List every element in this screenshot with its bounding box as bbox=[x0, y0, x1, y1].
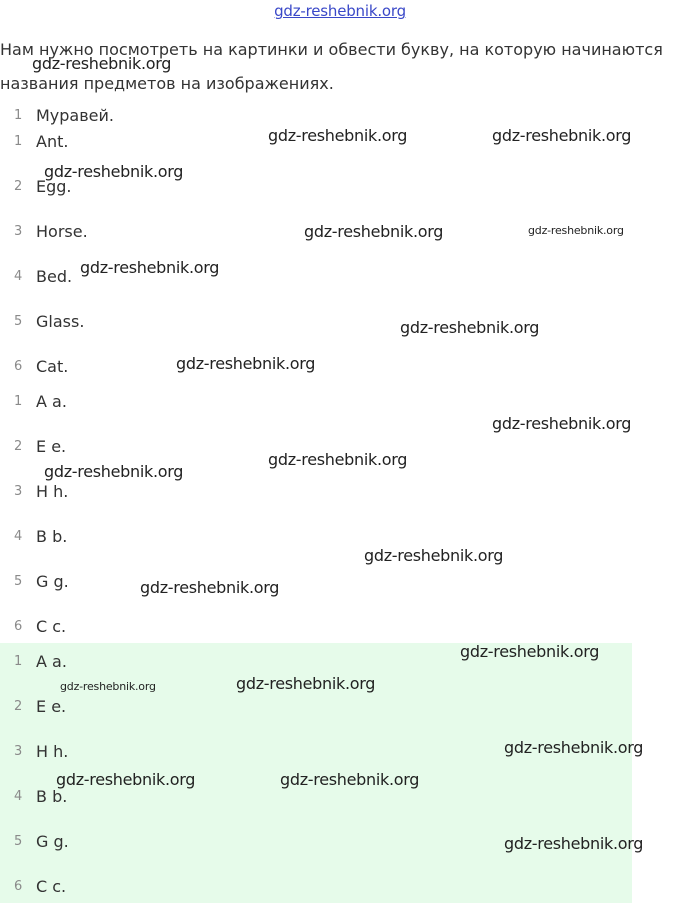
watermark: gdz-reshebnik.org bbox=[268, 126, 408, 145]
item-text: E e. bbox=[36, 696, 67, 716]
list-item bbox=[0, 130, 68, 152]
item-text: G g. bbox=[36, 571, 69, 591]
watermark: gdz-reshebnik.org bbox=[492, 414, 632, 433]
item-text: Ant. bbox=[36, 131, 69, 151]
watermark: gdz-reshebnik.org bbox=[236, 674, 376, 693]
item-text: A a. bbox=[36, 651, 67, 671]
list-item bbox=[0, 355, 68, 377]
item-number: 2 bbox=[14, 438, 23, 454]
item-text: Egg. bbox=[36, 176, 72, 196]
item-number: 1 bbox=[14, 107, 23, 123]
list-item bbox=[0, 875, 66, 897]
watermark: gdz-reshebnik.org bbox=[56, 770, 196, 789]
item-number: 4 bbox=[14, 268, 23, 284]
item-number: 1 bbox=[14, 133, 23, 149]
item-text: C c. bbox=[36, 616, 67, 636]
watermark: gdz-reshebnik.org bbox=[364, 546, 504, 565]
item-number: 5 bbox=[14, 833, 23, 849]
item-number: 6 bbox=[14, 618, 23, 634]
watermark: gdz-reshebnik.org bbox=[44, 162, 184, 181]
list-item bbox=[0, 525, 67, 547]
item-number: 1 bbox=[14, 653, 23, 669]
site-header-link[interactable]: gdz-reshebnik.org bbox=[274, 2, 406, 20]
watermark: gdz-reshebnik.org bbox=[504, 738, 644, 757]
item-text: B b. bbox=[36, 786, 68, 806]
list-item bbox=[0, 265, 72, 287]
list-item bbox=[0, 435, 66, 457]
watermark: gdz-reshebnik.org bbox=[460, 642, 600, 661]
item-number: 3 bbox=[14, 483, 23, 499]
list-item bbox=[0, 615, 66, 637]
item-number: 4 bbox=[14, 788, 23, 804]
item-text: B b. bbox=[36, 526, 68, 546]
item-number: 2 bbox=[14, 178, 23, 194]
watermark: gdz-reshebnik.org bbox=[44, 462, 184, 481]
item-text: H h. bbox=[36, 741, 69, 761]
item-number: 4 bbox=[14, 528, 23, 544]
list-item bbox=[0, 740, 68, 762]
watermark: gdz-reshebnik.org bbox=[504, 834, 644, 853]
item-number: 1 bbox=[14, 393, 23, 409]
item-number: 3 bbox=[14, 223, 23, 239]
item-text: E e. bbox=[36, 436, 67, 456]
list-item bbox=[0, 830, 69, 852]
watermark: gdz-reshebnik.org bbox=[60, 680, 156, 693]
item-number: 3 bbox=[14, 743, 23, 759]
item-number: 5 bbox=[14, 313, 23, 329]
list-item bbox=[0, 480, 68, 502]
item-text: G g. bbox=[36, 831, 69, 851]
item-number: 6 bbox=[14, 358, 23, 374]
list-item bbox=[0, 570, 69, 592]
watermark: gdz-reshebnik.org bbox=[140, 578, 280, 597]
watermark: gdz-reshebnik.org bbox=[304, 222, 444, 241]
watermark: gdz-reshebnik.org bbox=[400, 318, 540, 337]
list-item bbox=[0, 650, 67, 672]
list-item bbox=[0, 104, 114, 126]
item-text: Bed. bbox=[36, 266, 73, 286]
item-text: A a. bbox=[36, 391, 67, 411]
watermark: gdz-reshebnik.org bbox=[528, 224, 624, 237]
list-item bbox=[0, 310, 84, 332]
item-text: H h. bbox=[36, 481, 69, 501]
task-intro: Нам нужно посмотреть на картинки и обвести букву, на которую начинаются названия предметов на изображениях. bbox=[0, 40, 663, 93]
list-item bbox=[0, 220, 88, 242]
item-text: C c. bbox=[36, 876, 67, 896]
watermark: gdz-reshebnik.org bbox=[268, 450, 408, 469]
item-text: Glass. bbox=[36, 311, 85, 331]
list-item bbox=[0, 390, 67, 412]
item-number: 6 bbox=[14, 878, 23, 894]
watermark: gdz-reshebnik.org bbox=[176, 354, 316, 373]
watermark: gdz-reshebnik.org bbox=[32, 54, 172, 73]
watermark: gdz-reshebnik.org bbox=[280, 770, 420, 789]
item-number: 2 bbox=[14, 698, 23, 714]
item-text: Horse. bbox=[36, 221, 88, 241]
item-text: Муравей. bbox=[36, 105, 114, 125]
watermark: gdz-reshebnik.org bbox=[492, 126, 632, 145]
list-item bbox=[0, 695, 66, 717]
item-text: Cat. bbox=[36, 356, 69, 376]
item-number: 5 bbox=[14, 573, 23, 589]
watermark: gdz-reshebnik.org bbox=[80, 258, 220, 277]
